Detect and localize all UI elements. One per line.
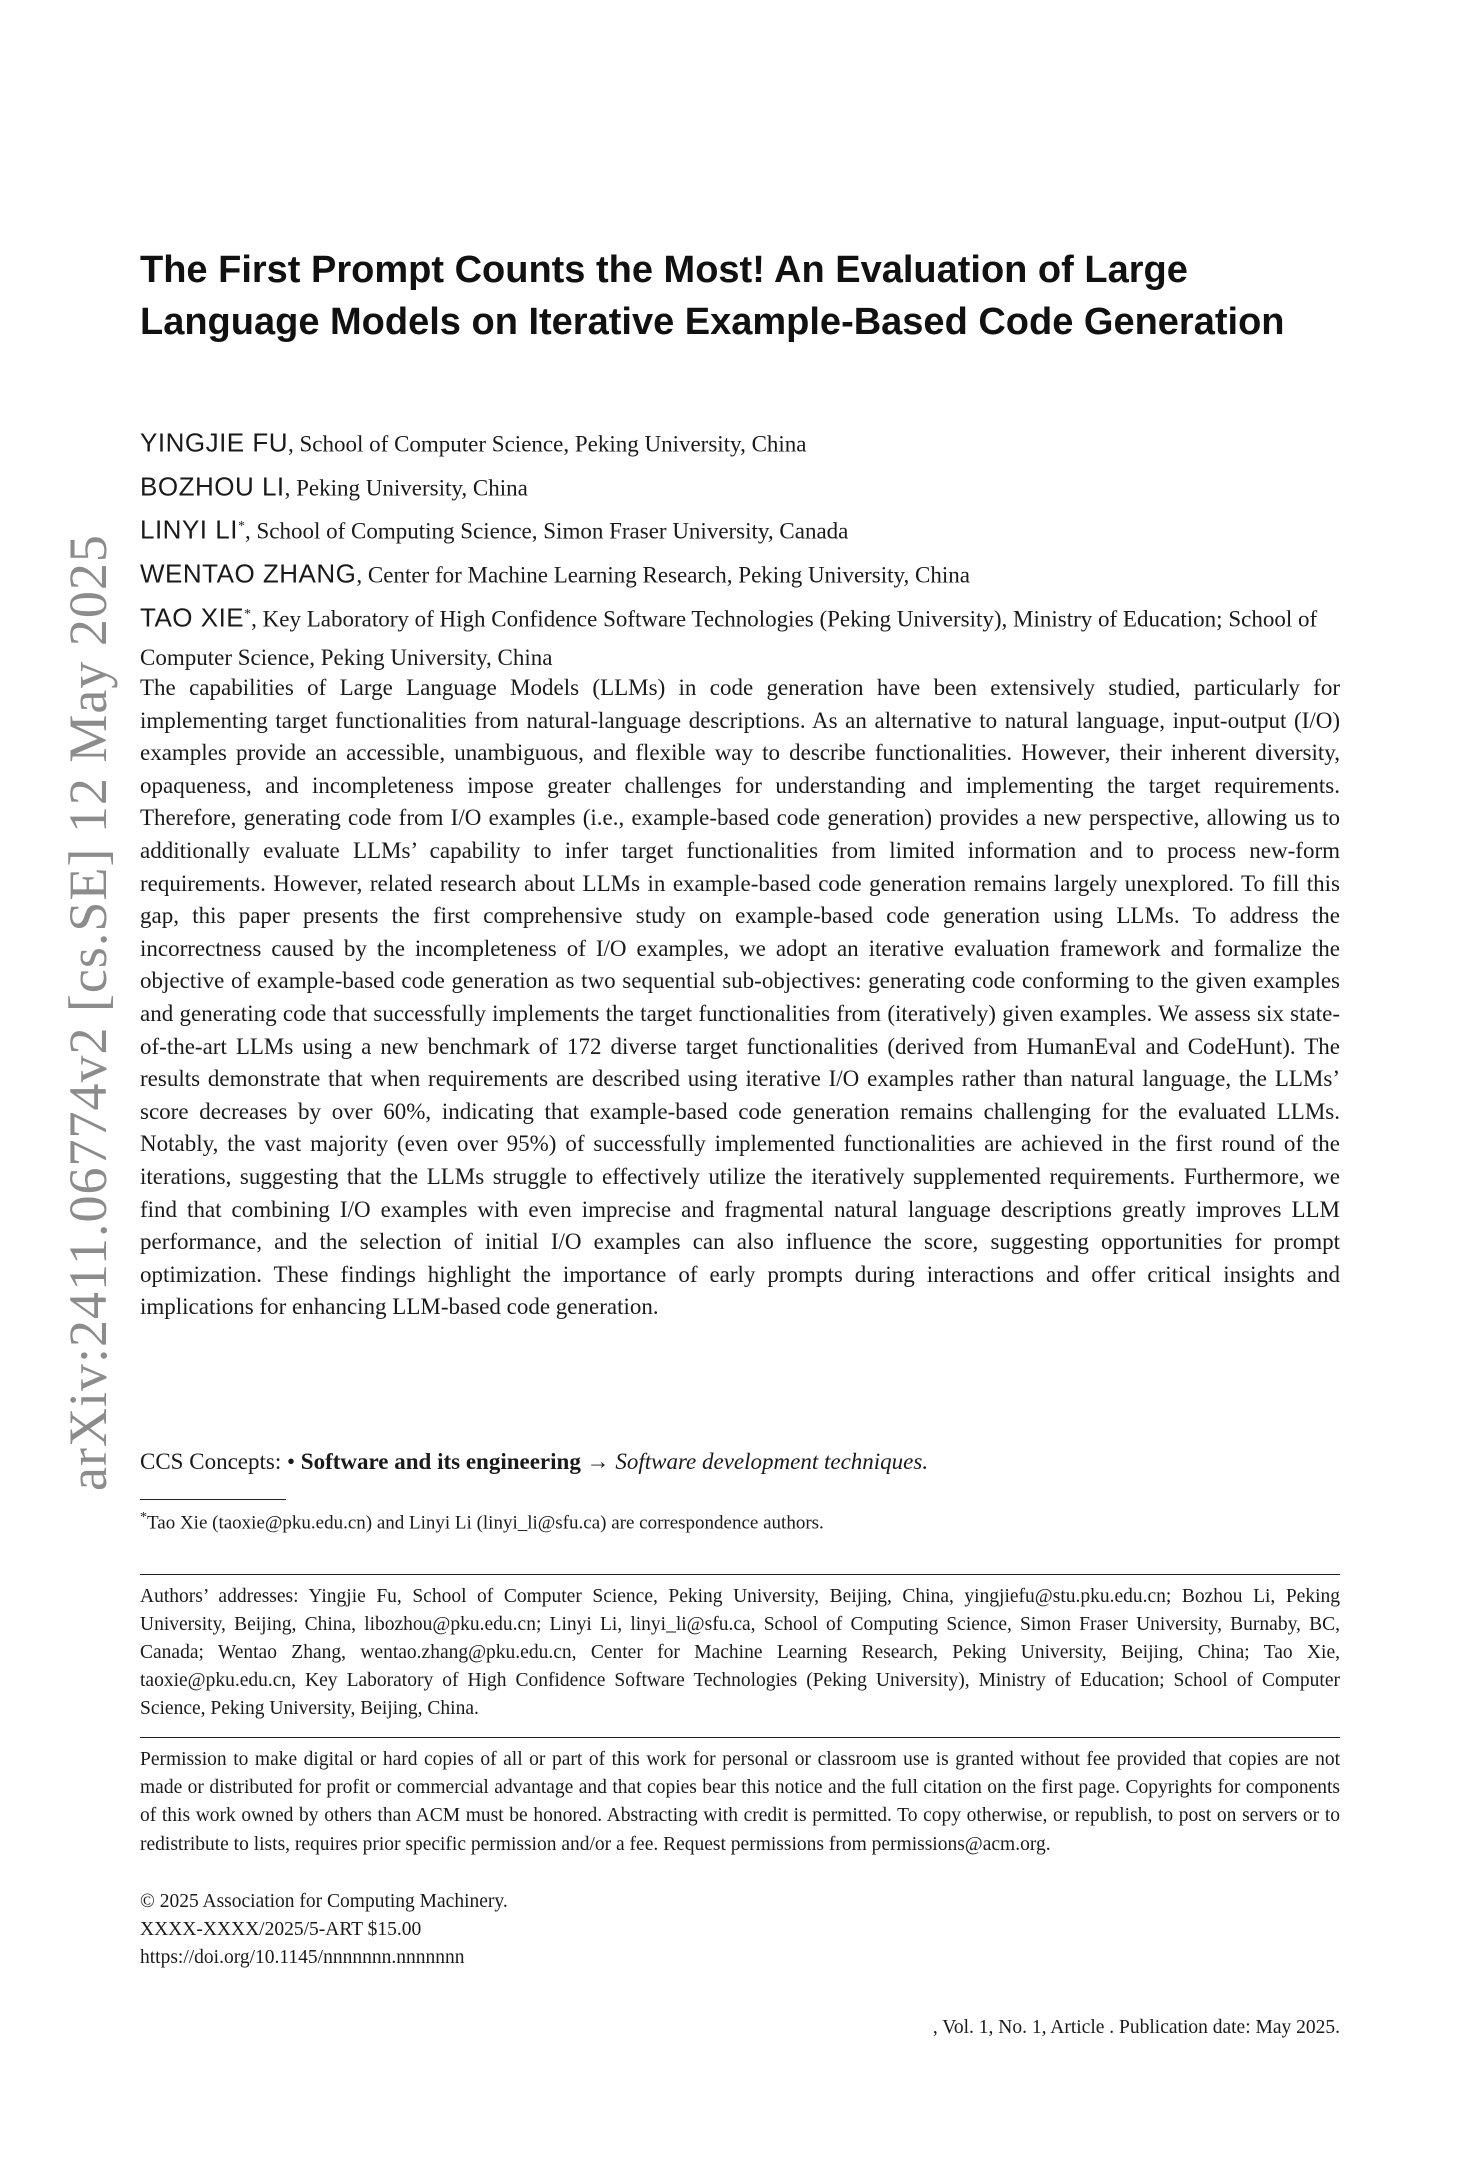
ccs-bullet: • <box>286 1449 296 1474</box>
author-marker: * <box>244 606 252 622</box>
ccs-subcategory: Software development techniques. <box>615 1449 929 1474</box>
addresses-divider <box>140 1574 1340 1575</box>
author-affiliation: Peking University, China <box>296 475 528 501</box>
paper-title: The First Prompt Counts the Most! An Evaluation of Large Language Models on Iterative Example-Based Code Generation <box>140 249 1285 343</box>
publication-info <box>140 1888 1340 1973</box>
abstract-paragraph: The capabilities of Large Language Models (LLMs) in code generation have been extensively studied, particularly for implementing target functionalities from natural-language descriptions. As an alternative to natural language, input-output (I/O) examples provide an accessible, unambiguous, and flexible way to describe functionalities. However, their inherent diversity, opaqueness, and incompleteness impose greater challenges for understanding and implementing the target requirements. Therefore, generating code from I/O examples (i.e., example-based code generation) provides a new perspective, allowing us to additionally evaluate LLMs’ capability to infer target functionalities from limited information and to process new-form requirements. However, related research about LLMs in example-based code generation remains largely unexplored. To fill this gap, this paper presents the first comprehensive study on example-based code generation using LLMs. To address the incorrectness caused by the incompleteness of I/O examples, we adopt an iterative evaluation framework and formalize the objective of example-based code generation as two sequential sub-objectives: generating code conforming to the given examples and generating code that successfully implements the target functionalities from (iteratively) given examples. We assess six state-of-the-art LLMs using a new benchmark of 172 diverse target functionalities (derived from HumanEval and CodeHunt). The results demonstrate that when requirements are described using iterative I/O examples rather than natural language, the LLMs’ score decreases by over 60%, indicating that example-based code generation remains challenging for the evaluated LLMs. Notably, the vast majority (even over 95%) of successfully implemented functionalities are achieved in the first round of the iterations, suggesting that the LLMs struggle to effectively utilize the iteratively supplemented requirements. Furthermore, we find that combining I/O examples with even imprecise and fragmental natural language descriptions greatly improves LLM performance, and the selection of initial I/O examples can also influence the score, suggesting opportunities for prompt optimization. These findings highlight the importance of early prompts during interactions and offer critical insights and implications for enhancing LLM-based code generation. <box>140 675 1340 1320</box>
footnote-text: Tao Xie (taoxie@pku.edu.cn) and Linyi Li (linyi_li@sfu.ca) are correspondence authors. <box>147 1512 824 1534</box>
ccs-arrow: → <box>586 1449 610 1474</box>
copyright-line: © 2025 Association for Computing Machinery. <box>140 1891 508 1912</box>
ccs-label: CCS Concepts: <box>140 1449 282 1474</box>
author-affiliation: School of Computer Science, Peking University, China <box>299 431 807 457</box>
author-name: TAO XIE <box>140 602 245 633</box>
author-name: WENTAO ZHANG <box>140 558 357 589</box>
ccs-concepts <box>140 1446 1340 1478</box>
page-footer: , Vol. 1, No. 1, Article . Publication date: May 2025. <box>932 2017 1340 2038</box>
author-entry: LINYI LI*, School of Computing Science, Simon Fraser University, Canada <box>140 514 849 545</box>
footnote-marker: * <box>140 1510 147 1525</box>
author-affiliation: School of Computing Science, Simon Fraser University, Canada <box>256 518 849 544</box>
author-name: BOZHOU LI <box>140 471 285 502</box>
author-marker: * <box>237 519 245 535</box>
author-affiliation: Center for Machine Learning Research, Peking University, China <box>367 562 970 588</box>
author-affiliation: Key Laboratory of High Confidence Software Technologies (Peking University), Ministry of Education; School of Computer Science, Peking University, China <box>140 606 1318 671</box>
author-entry: BOZHOU LI, Peking University, China <box>140 471 528 502</box>
footnote-divider <box>140 1499 286 1500</box>
author-entry: YINGJIE FU, School of Computer Science, Peking University, China <box>140 427 807 458</box>
doi-link[interactable]: https://doi.org/10.1145/nnnnnnn.nnnnnnn <box>140 1947 465 1969</box>
arxiv-identifier-stamp: arXiv:2411.06774v2 [cs.SE] 12 May 2025 <box>58 534 118 1491</box>
author-name: YINGJIE FU <box>140 427 289 458</box>
author-entry: WENTAO ZHANG, Center for Machine Learning Research, Peking University, China <box>140 558 970 589</box>
author-entry: TAO XIE*, Key Laboratory of High Confidence Software Technologies (Peking University), Ministry of Education; School of Computer Science, Peking University, China <box>140 602 1318 671</box>
ccs-category: Software and its engineering <box>300 1449 581 1474</box>
correspondence-footnote <box>140 1505 1340 1536</box>
issn-line: XXXX-XXXX/2025/5-ART $15.00 <box>140 1919 422 1941</box>
permission-notice: Permission to make digital or hard copies of all or part of this work for personal or classroom use is granted without fee provided that copies are not made or distributed for profit or commercial advantage and that copies bear this notice and the full citation on the first page. Copyrights for components of this work owned by others than ACM must be honored. Abstracting with credit is permitted. To copy otherwise, or republish, to post on servers or to redistribute to lists, requires prior specific permission and/or a fee. Request permissions from permissions@acm.org. <box>140 1749 1340 1855</box>
permission-divider <box>140 1737 1340 1738</box>
author-list <box>140 420 1340 677</box>
author-name: LINYI LI <box>140 514 238 545</box>
authors-addresses: Authors’ addresses: Yingjie Fu, School of Computer Science, Peking University, Beijing, China, yingjiefu@stu.pku.edu.cn; Bozhou Li, Peking University, Beijing, China, libozhou@pku.edu.cn; Linyi Li, linyi_li@sfu.ca, School of Computing Science, Simon Fraser University, Burnaby, BC, Canada; Wentao Zhang, wentao.zhang@pku.edu.cn, Center for Machine Learning Research, Peking University, Beijing, China; Tao Xie, taoxie@pku.edu.cn, Key Laboratory of High Confidence Software Technologies (Peking University), Ministry of Education; School of Computer Science, Peking University, Beijing, China. <box>140 1586 1340 1719</box>
